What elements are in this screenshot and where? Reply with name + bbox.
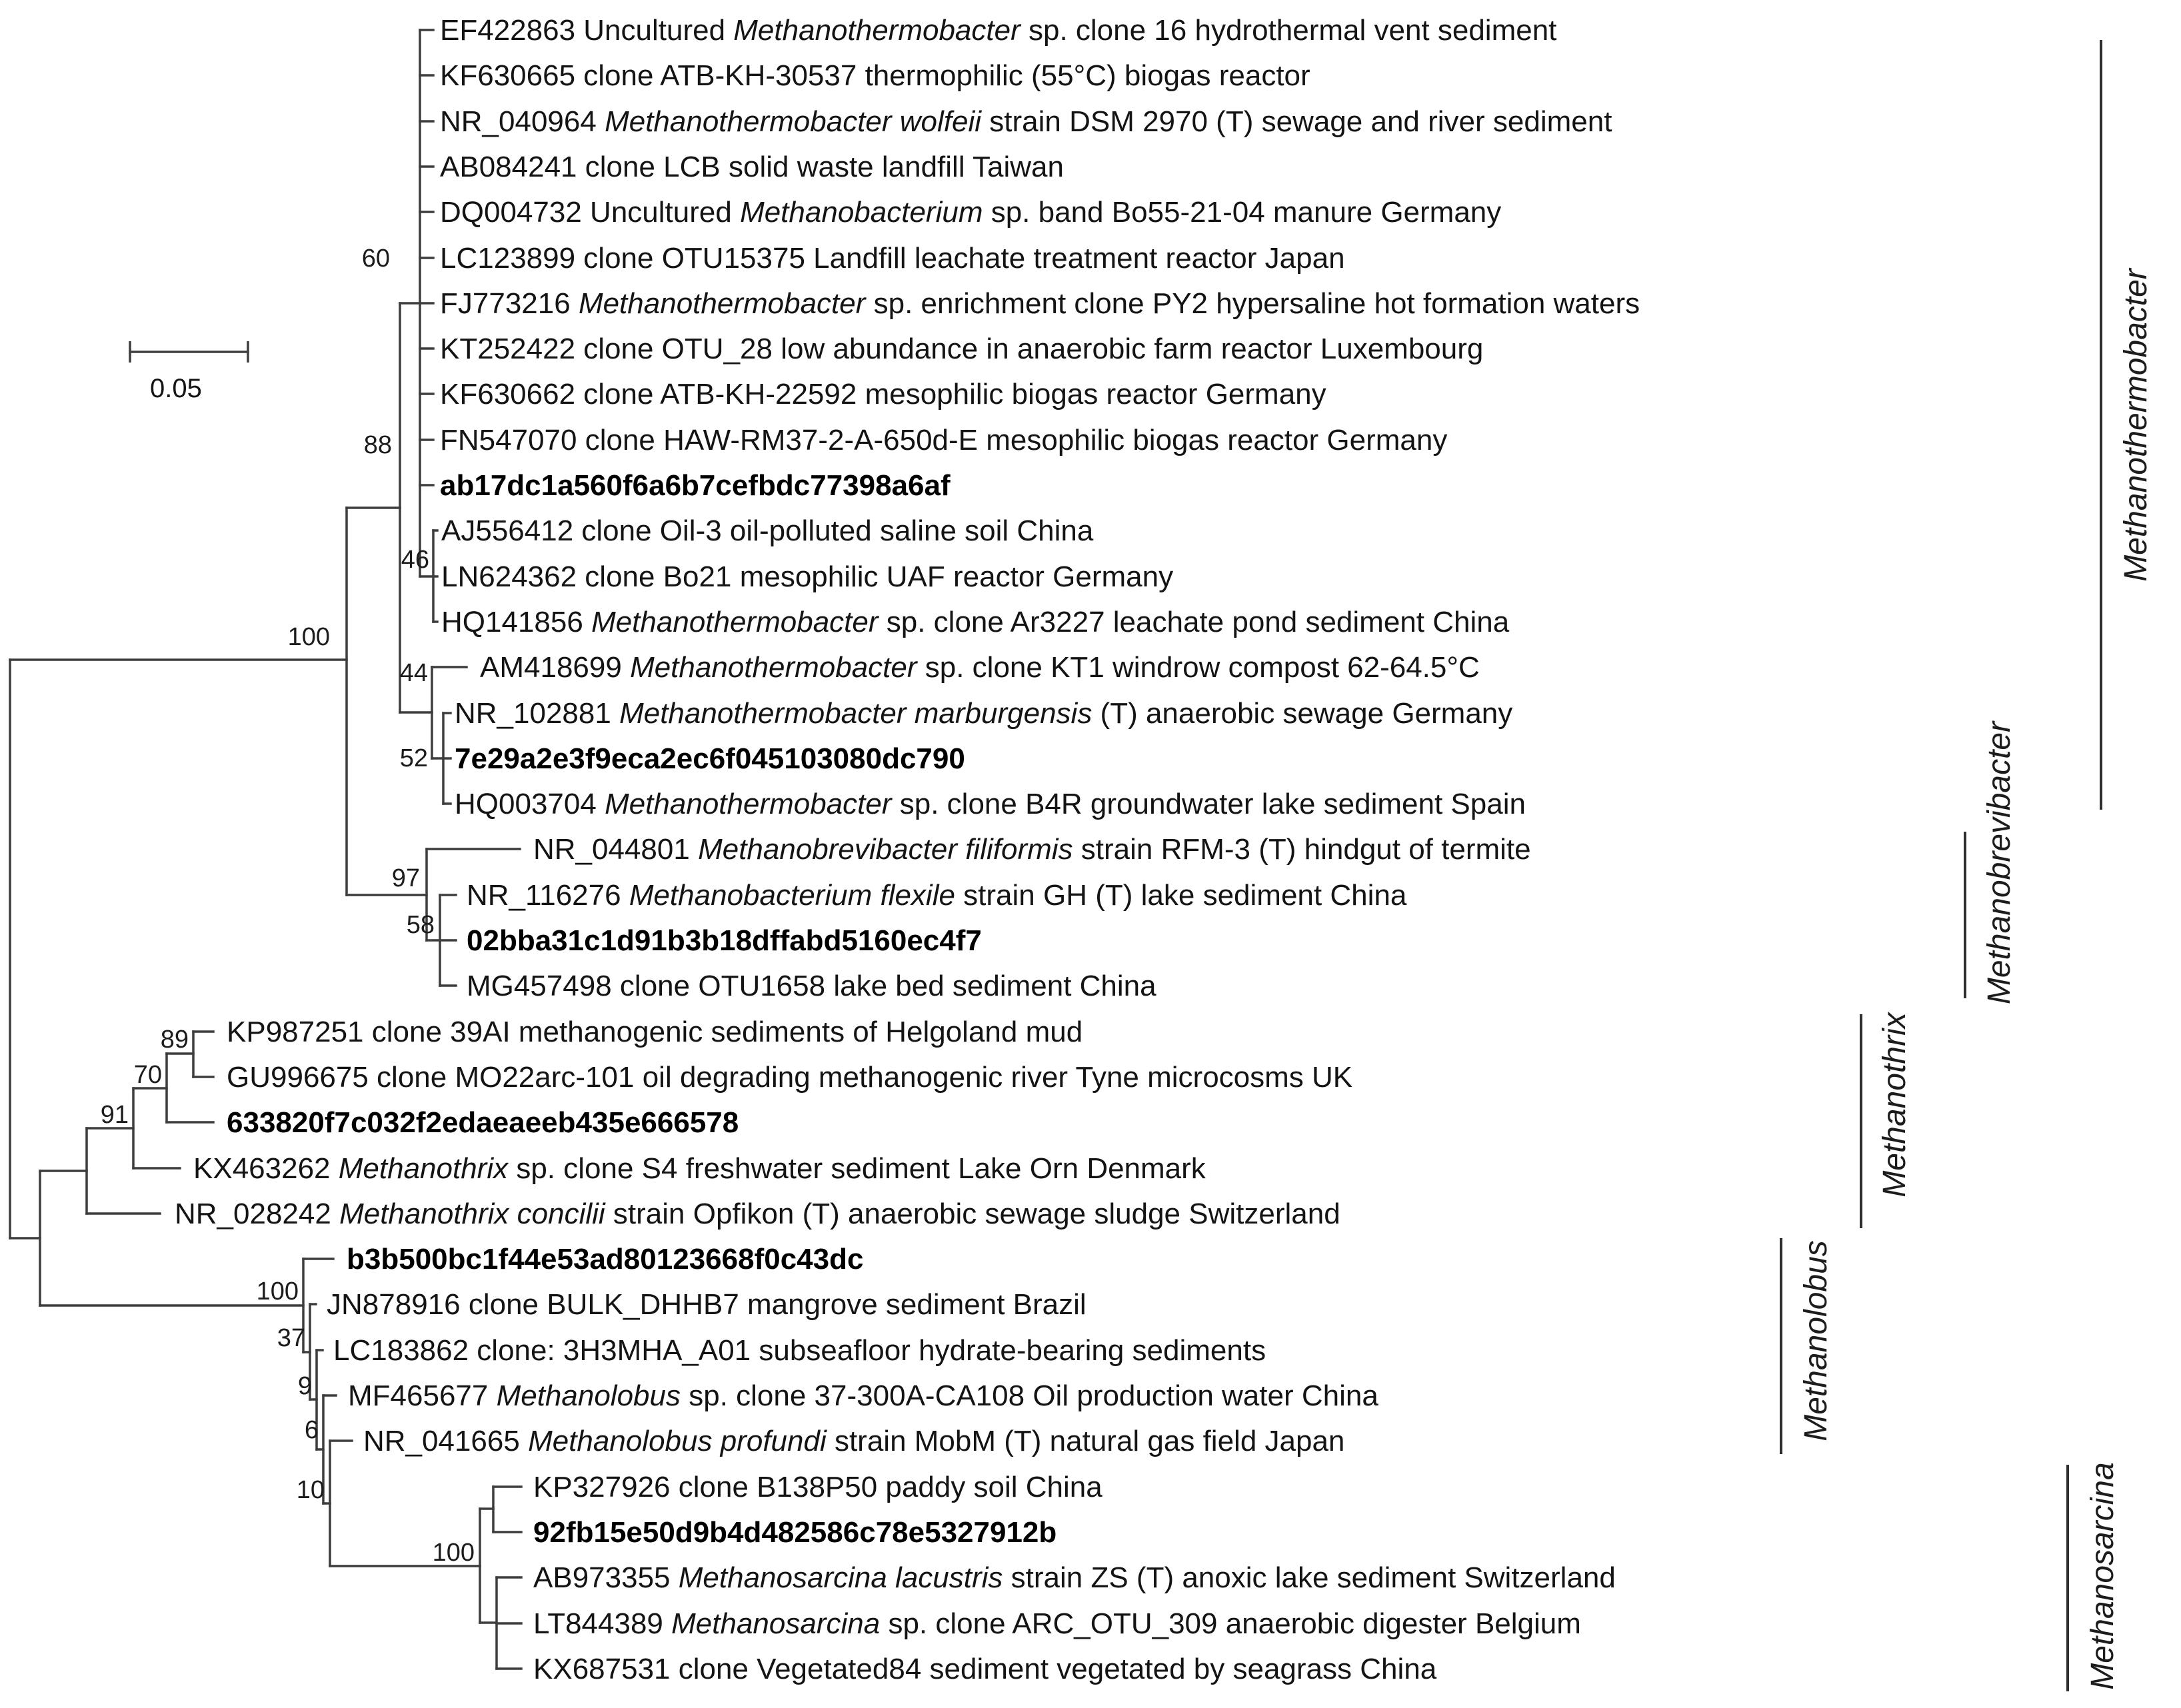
taxon-label: LN624362 clone Bo21 mesophilic UAF reactor Germany: [441, 560, 1174, 593]
bootstrap-value: 37: [277, 1324, 305, 1352]
taxon-label-query-sequence: 02bba31c1d91b3b18dffabd5160ec4f7: [467, 924, 982, 957]
taxon-label: KX687531 clone Vegetated84 sediment vegetated by seagrass China: [533, 1653, 1437, 1685]
bootstrap-value: 89: [160, 1026, 189, 1054]
taxon-label: AJ556412 clone Oil-3 oil-polluted saline soil China: [441, 514, 1094, 547]
taxon-label: JN878916 clone BULK_DHHB7 mangrove sediment Brazil: [327, 1288, 1087, 1321]
bootstrap-value: 88: [363, 431, 392, 459]
group-label-methanobrevibacter: Methanobrevibacter: [1982, 721, 2017, 1005]
group-label-methanosarcina: Methanosarcina: [2085, 1462, 2120, 1690]
tree-branch-lines: [10, 30, 521, 1669]
taxon-label: KF630665 clone ATB-KH-30537 thermophilic (55°C) biogas reactor: [440, 59, 1310, 92]
taxon-label-query-sequence: 7e29a2e3f9eca2ec6f045103080dc790: [455, 742, 965, 775]
bootstrap-value: 44: [399, 659, 428, 687]
group-label-methanolobus: Methanolobus: [1798, 1240, 1834, 1441]
taxon-label: DQ004732 Uncultured Methanobacterium sp. band Bo55-21-04 manure Germany: [440, 196, 1502, 229]
taxon-label: LC123899 clone OTU15375 Landfill leachate treatment reactor Japan: [440, 242, 1345, 275]
bootstrap-value: 6: [304, 1416, 319, 1444]
taxon-label: HQ141856 Methanothermobacter sp. clone Ar3227 leachate pond sediment China: [441, 606, 1510, 638]
taxon-label-query-sequence: 633820f7c032f2edaeaeeb435e666578: [227, 1106, 739, 1139]
taxon-label: LT844389 Methanosarcina sp. clone ARC_OTU_309 anaerobic digester Belgium: [533, 1607, 1581, 1640]
taxon-label: NR_041665 Methanolobus profundi strain MobM (T) natural gas field Japan: [363, 1425, 1345, 1457]
taxon-label: KT252422 clone OTU_28 low abundance in anaerobic farm reactor Luxembourg: [440, 333, 1484, 365]
bootstrap-value: 58: [406, 911, 435, 939]
taxon-label: KP327926 clone B138P50 paddy soil China: [533, 1471, 1102, 1503]
taxon-label: NR_044801 Methanobrevibacter filiformis strain RFM-3 (T) hindgut of termite: [533, 833, 1531, 866]
taxon-label: EF422863 Uncultured Methanothermobacter sp. clone 16 hydrothermal vent sediment: [440, 14, 1557, 47]
group-label-methanothermobacter: Methanothermobacter: [2118, 269, 2154, 582]
bootstrap-values: [101, 245, 475, 1567]
taxon-label: KX463262 Methanothrix sp. clone S4 freshwater sediment Lake Orn Denmark: [193, 1152, 1206, 1185]
taxon-label: AM418699 Methanothermobacter sp. clone KT1 windrow compost 62-64.5°C: [480, 651, 1480, 684]
bootstrap-value: 100: [256, 1278, 299, 1305]
bootstrap-value: 52: [399, 744, 428, 772]
bootstrap-value: 9: [297, 1372, 312, 1400]
taxon-label: GU996675 clone MO22arc-101 oil degrading methanogenic river Tyne microcosms UK: [227, 1061, 1353, 1094]
taxon-label: NR_116276 Methanobacterium flexile strain GH (T) lake sediment China: [467, 879, 1407, 912]
bootstrap-value: 46: [401, 546, 429, 574]
taxon-label-query-sequence: ab17dc1a560f6a6b7cefbdc77398a6af: [440, 469, 951, 502]
taxon-label: KF630662 clone ATB-KH-22592 mesophilic biogas reactor Germany: [440, 378, 1326, 411]
genus-group-annotations: [1781, 40, 2154, 1691]
bootstrap-value: 60: [361, 245, 390, 273]
taxon-label: AB973355 Methanosarcina lacustris strain ZS (T) anoxic lake sediment Switzerland: [533, 1561, 1616, 1594]
taxon-label: MG457498 clone OTU1658 lake bed sediment China: [467, 970, 1156, 1002]
taxon-label: MF465677 Methanolobus sp. clone 37-300A-CA108 Oil production water China: [348, 1379, 1378, 1412]
taxon-label: KP987251 clone 39AI methanogenic sediments of Helgoland mud: [227, 1016, 1083, 1048]
scale-bar-value: 0.05: [150, 374, 202, 403]
bootstrap-value: 70: [133, 1061, 162, 1089]
bootstrap-value: 97: [391, 864, 420, 892]
taxon-label: NR_028242 Methanothrix concilii strain Opfikon (T) anaerobic sewage sludge Switzerland: [175, 1198, 1340, 1230]
taxon-label: NR_040964 Methanothermobacter wolfeii strain DSM 2970 (T) sewage and river sediment: [440, 105, 1612, 138]
taxon-label: HQ003704 Methanothermobacter sp. clone B4R groundwater lake sediment Spain: [455, 788, 1526, 820]
taxon-label-query-sequence: 92fb15e50d9b4d482586c78e5327912b: [533, 1516, 1057, 1549]
bootstrap-value: 10: [296, 1476, 325, 1504]
group-label-methanothrix: Methanothrix: [1877, 1012, 1912, 1198]
taxon-label: LC183862 clone: 3H3MHA_A01 subseafloor hydrate-bearing sediments: [333, 1334, 1266, 1367]
bootstrap-value: 91: [100, 1101, 129, 1129]
taxon-label: FJ773216 Methanothermobacter sp. enrichment clone PY2 hypersaline hot formation waters: [440, 287, 1640, 320]
taxon-label: NR_102881 Methanothermobacter marburgensis (T) anaerobic sewage Germany: [455, 697, 1513, 730]
taxon-label: FN547070 clone HAW-RM37-2-A-650d-E mesophilic biogas reactor Germany: [440, 424, 1448, 456]
taxon-label-query-sequence: b3b500bc1f44e53ad80123668f0c43dc: [347, 1243, 864, 1276]
taxon-label: AB084241 clone LCB solid waste landfill Taiwan: [440, 151, 1064, 183]
bootstrap-value: 100: [432, 1539, 475, 1567]
scale-bar: [130, 341, 248, 403]
bootstrap-value: 100: [287, 623, 330, 651]
taxon-labels: [175, 14, 1640, 1685]
